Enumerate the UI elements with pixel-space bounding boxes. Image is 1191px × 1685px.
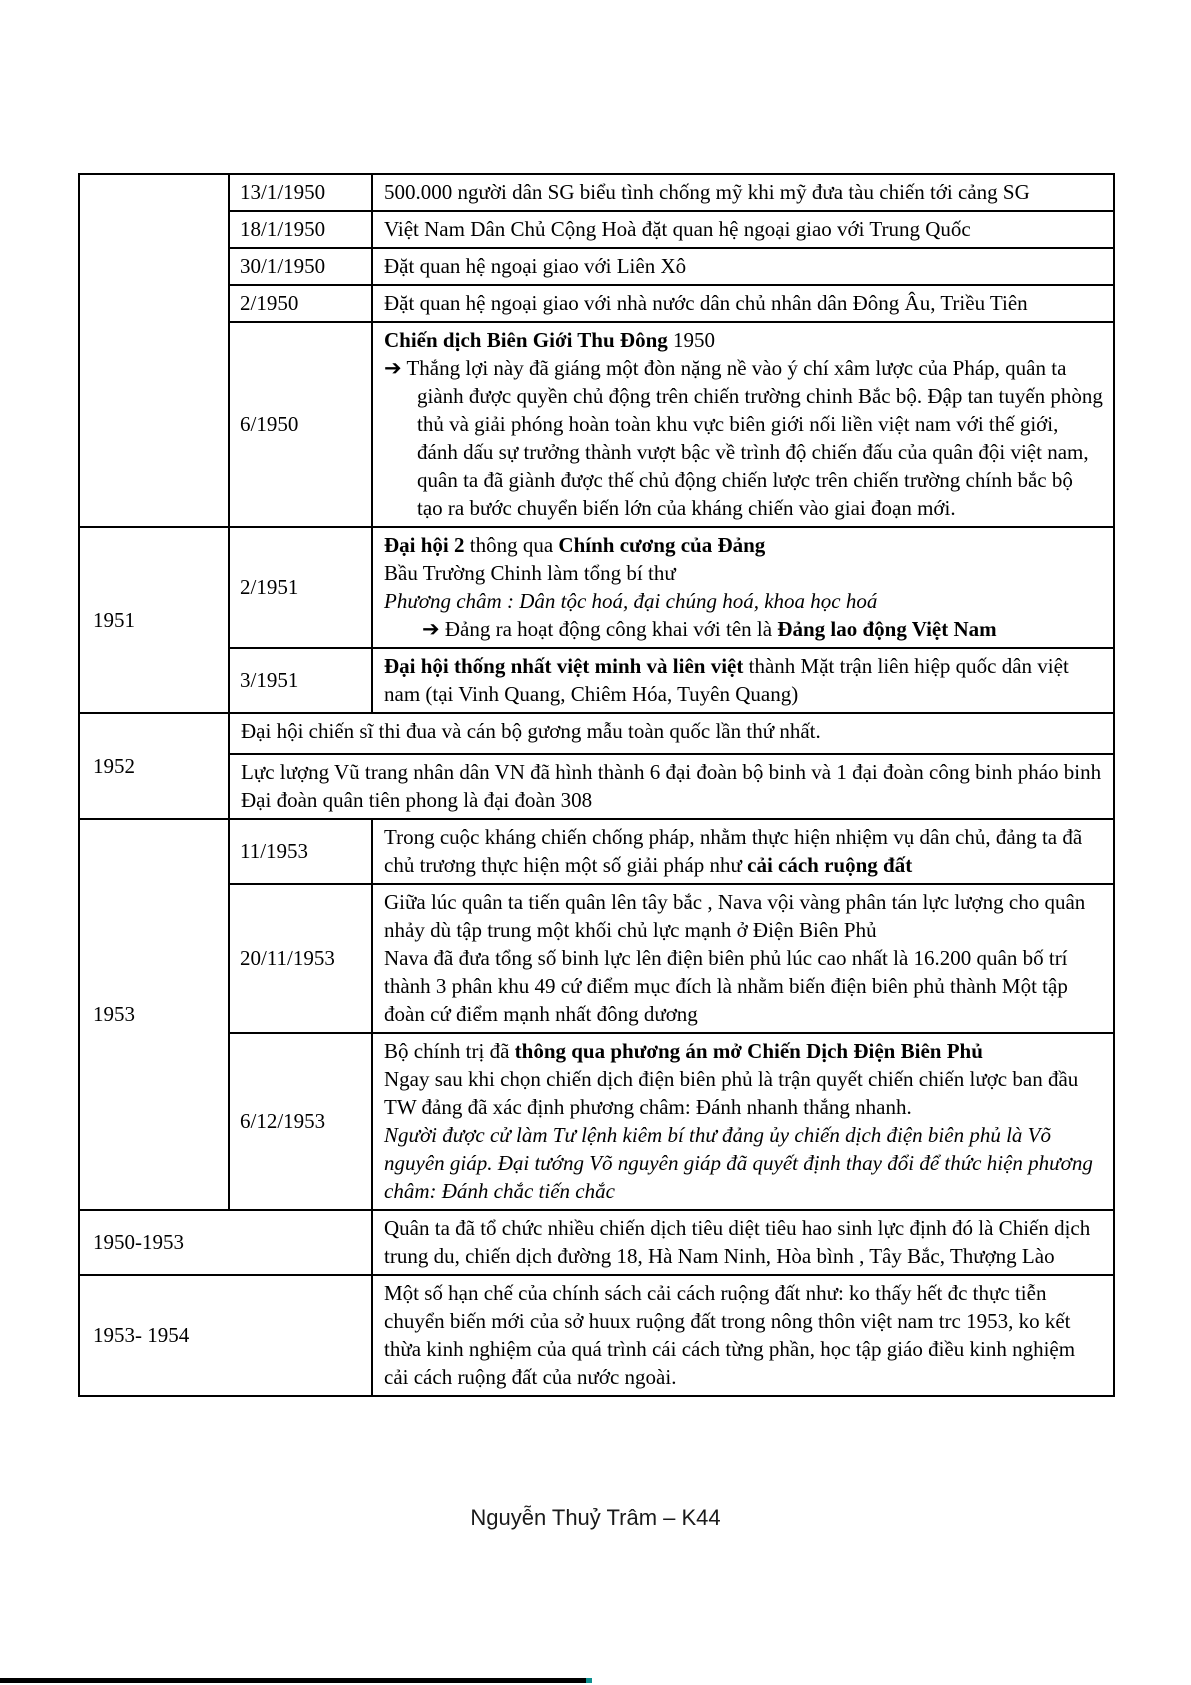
event-line-italic — [384, 587, 1103, 615]
table-row — [79, 1275, 1114, 1396]
date-cell: 2/1950 — [229, 285, 372, 322]
date-cell: 13/1/1950 — [229, 174, 372, 211]
table-row — [79, 1210, 1114, 1275]
event-cell — [372, 1275, 1114, 1396]
date-cell: 3/1951 — [229, 648, 372, 713]
event-title-year: 1950 — [667, 328, 715, 352]
event-text: Ngay sau khi chọn chiến dịch điện biên phủ là trận quyết chiến chiến lược ban đầu TW đảng đã xác định phương châm: Đánh nhanh thắng nhanh. — [384, 1067, 1079, 1119]
table-row — [79, 1033, 1114, 1210]
date-cell: 2/1951 — [229, 527, 372, 648]
table-row — [79, 713, 1114, 754]
event-bold: Đảng lao động Việt Nam — [777, 617, 997, 641]
event-line — [384, 1037, 1103, 1065]
date-cell: 30/1/1950 — [229, 248, 372, 285]
event-text: Lực lượng Vũ trang nhân dân VN đã hình thành 6 đại đoàn bộ binh và 1 đại đoàn công binh pháo binh — [241, 760, 1102, 784]
event-title — [384, 326, 1103, 354]
table-row — [79, 174, 1114, 211]
event-cell — [372, 174, 1114, 211]
event-cell — [372, 285, 1114, 322]
table-row — [79, 211, 1114, 248]
table-row — [79, 248, 1114, 285]
event-text: Phương châm : Dân tộc hoá, đại chúng hoá, khoa học hoá — [384, 589, 878, 613]
event-text: 500.000 người dân SG biểu tình chống mỹ khi mỹ đưa tàu chiến tới cảng SG — [384, 180, 1030, 204]
event-text: Giữa lúc quân ta tiến quân lên tây bắc , Nava vội vàng phân tán lực lượng cho quân nhảy dù tập trung một khối chủ lực mạnh ở Điện Biên Phủ — [384, 890, 1086, 942]
event-text: Đại đoàn quân tiên phong là đại đoàn 308 — [241, 788, 593, 812]
event-cell — [229, 713, 1114, 754]
table-row — [79, 322, 1114, 527]
next-page-edge-tick — [586, 1678, 592, 1683]
arrow-bullet-icon: ➔ — [384, 356, 402, 380]
date-cell: 20/11/1953 — [229, 884, 372, 1033]
year-cell-1951: 1951 — [79, 527, 229, 713]
event-text: Bộ chính trị đã — [384, 1039, 515, 1063]
event-line — [241, 758, 1103, 786]
event-line — [384, 1065, 1103, 1121]
event-cell — [229, 754, 1114, 819]
date-cell: 11/1953 — [229, 819, 372, 884]
event-text: Thắng lợi này đã giáng một đòn nặng nề vào ý chí xâm lược của Pháp, quân ta giành được quyền chủ động trên chiến trường chinh Bắc bộ. Đập tan tuyến phòng thủ và giải phóng hoàn toàn khu vực biên giới nối liền việt nam với thế giới, đánh dấu sự trưởng thành vượt bậc về trình độ chiến đấu của quân đội việt nam, quân ta đã giành được thế chủ động chiến lược trên chiến trường chính bắc bộ tạo ra bước chuyển biến lớn của kháng chiến vào giai đoạn mới. — [406, 356, 1103, 520]
event-text: Đảng ra hoạt động công khai với tên là — [444, 617, 778, 641]
event-line — [384, 531, 1103, 559]
event-text: Quân ta đã tổ chức nhiều chiến dịch tiêu diệt tiêu hao sinh lực định đó là Chiến dịch trung du, chiến dịch đường 18, Hà Nam Ninh, Hòa bình , Tây Bắc, Thượng Lào — [384, 1216, 1091, 1268]
event-bold: Chính cương của Đảng — [558, 533, 766, 557]
event-bold: cải cách ruộng đất — [747, 853, 913, 877]
table-row — [79, 527, 1114, 648]
event-line — [384, 559, 1103, 587]
event-text: Đặt quan hệ ngoại giao với Liên Xô — [384, 254, 687, 278]
table-row — [79, 884, 1114, 1033]
year-cell-1950 — [79, 174, 229, 527]
year-cell-1953-1954: 1953- 1954 — [79, 1275, 372, 1396]
event-line — [384, 944, 1103, 1028]
history-timeline-table — [78, 173, 1115, 1397]
year-cell-1953: 1953 — [79, 819, 229, 1210]
event-cell — [372, 1033, 1114, 1210]
event-cell — [372, 819, 1114, 884]
table-row — [79, 819, 1114, 884]
event-bold: Đại hội thống nhất việt minh và liên việt — [384, 654, 744, 678]
event-bold: thông qua phương án mở Chiến Dịch Điện Biên Phủ — [514, 1039, 983, 1063]
event-text: Đại hội chiến sĩ thi đua và cán bộ gương mẫu toàn quốc lần thứ nhất. — [241, 719, 821, 743]
event-text: Trong cuộc kháng chiến chống pháp, nhằm thực hiện nhiệm vụ dân chủ, đảng ta đã chủ trương thực hiện một số giải pháp như — [384, 825, 1083, 877]
year-cell-1952: 1952 — [79, 713, 229, 819]
next-page-edge-bar — [0, 1678, 586, 1683]
date-cell: 6/1950 — [229, 322, 372, 527]
table-row — [79, 754, 1114, 819]
arrow-paragraph — [384, 354, 1103, 522]
event-text: thông qua — [464, 533, 559, 557]
year-cell-1950-1953: 1950-1953 — [79, 1210, 372, 1275]
event-cell — [372, 1210, 1114, 1275]
event-title-bold: Chiến dịch Biên Giới Thu Đông — [384, 328, 668, 352]
event-line-italic — [384, 1121, 1103, 1205]
arrow-bullet-icon: ➔ — [422, 617, 440, 641]
event-cell — [372, 248, 1114, 285]
event-line — [384, 888, 1103, 944]
date-cell: 18/1/1950 — [229, 211, 372, 248]
event-cell — [372, 322, 1114, 527]
event-cell — [372, 527, 1114, 648]
event-text: Một số hạn chế của chính sách cải cách ruộng đất như: ko thấy hết đc thực tiễn chuyển biến mới của sở huux ruộng đất trong nông thôn việt nam trc 1953, ko kết thừa kinh nghiệm của quá trình cái cách từng phần, học tập giáo điều kinh nghiệm cải cách ruộng đất của nước ngoài. — [384, 1281, 1076, 1389]
event-line — [241, 786, 1103, 814]
event-text: Việt Nam Dân Chủ Cộng Hoà đặt quan hệ ngoại giao với Trung Quốc — [384, 217, 971, 241]
event-cell — [372, 884, 1114, 1033]
date-cell: 6/12/1953 — [229, 1033, 372, 1210]
page-footer-author: Nguyễn Thuỷ Trâm – K44 — [470, 1505, 721, 1530]
event-text: thành Mặt trận liên hiệp quốc dân việt nam (tại Vinh Quang, Chiêm Hóa, Tuyên Quang) — [384, 654, 1069, 706]
arrow-paragraph — [422, 615, 1103, 643]
table-row — [79, 285, 1114, 322]
event-text: Bầu Trường Chinh làm tổng bí thư — [384, 561, 676, 585]
table-row — [79, 648, 1114, 713]
event-cell — [372, 648, 1114, 713]
event-text: Người được cử làm Tư lệnh kiêm bí thư đảng ủy chiến dịch điện biên phủ là Võ nguyên giáp. Đại tướng Võ nguyên giáp đã quyết định thay đổi để thức hiện phương châm: Đánh chắc tiến chắc — [384, 1123, 1093, 1203]
event-text: Đặt quan hệ ngoại giao với nhà nước dân chủ nhân dân Đông Âu, Triều Tiên — [384, 291, 1028, 315]
event-bold: Đại hội 2 — [384, 533, 465, 557]
event-cell — [372, 211, 1114, 248]
event-text: Nava đã đưa tổng số binh lực lên điện biên phủ lúc cao nhất là 16.200 quân bố trí thành 3 phân khu 49 cứ điểm mục đích là nhằm biến điện biên phủ thành Một tập đoàn cứ điểm mạnh nhất đông dương — [384, 946, 1068, 1026]
